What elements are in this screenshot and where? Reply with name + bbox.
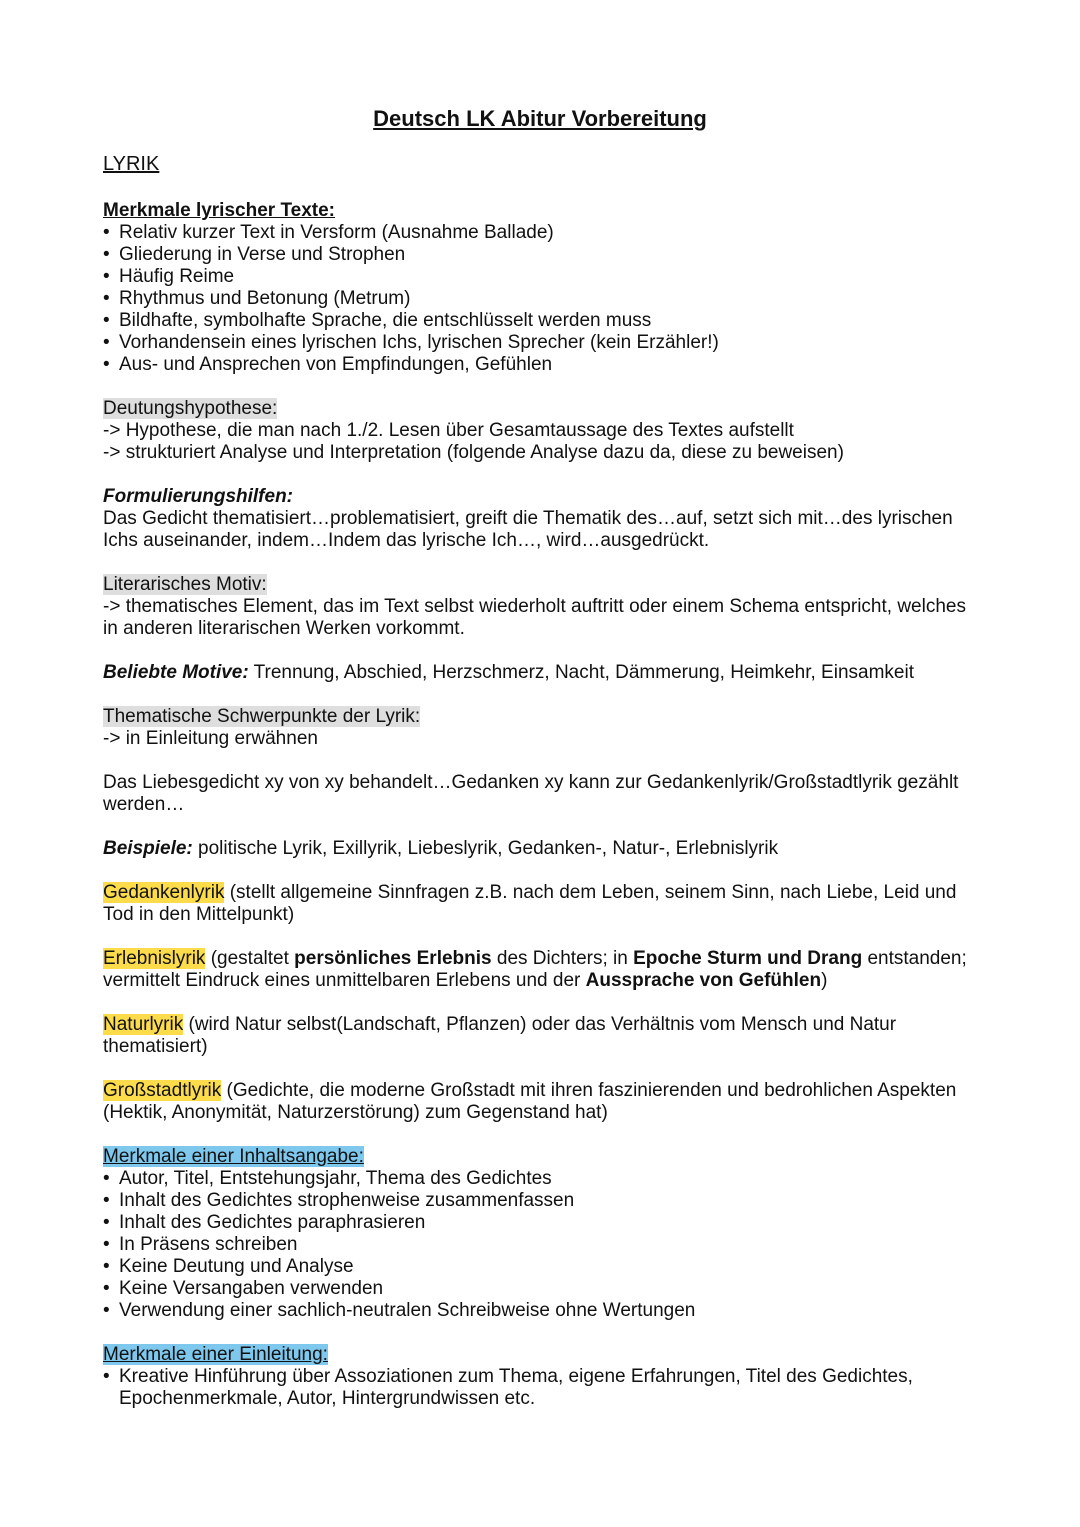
list-item: • Keine Versangaben verwenden [103,1278,983,1300]
formulierungshilfen [103,486,983,552]
list-item: • Verwendung einer sachlich-neutralen Schreibweise ohne Wertungen [103,1300,983,1322]
naturlyrik [103,1014,983,1058]
beispiele-text: politische Lyrik, Exillyrik, Liebeslyrik, Gedanken-, Natur-, Erlebnislyrik [192,838,779,859]
thematische-schwerpunkte [103,706,983,750]
inhaltsangabe-list [103,1168,983,1322]
merkmale-einleitung [103,1344,983,1410]
gedankenlyrik [103,882,983,926]
list-item: • Häufig Reime [103,266,983,288]
document-content [103,106,983,1432]
list-item: • Inhalt des Gedichtes paraphrasieren [103,1212,983,1234]
erlebnis-bold: Aussprache von Gefühlen [585,970,822,991]
liebesgedicht-text: Das Liebesgedicht xy von xy behandelt…Gedanken xy kann zur Gedankenlyrik/Großstadtlyrik gezählt werden… [103,772,959,815]
gedanken-text: (stellt allgemeine Sinnfragen z.B. nach dem Leben, seinem Sinn, nach Liebe, Leid und Tod in den Mittelpunkt) [103,882,957,925]
beliebte-text: Trennung, Abschied, Herzschmerz, Nacht, Dämmerung, Heimkehr, Einsamkeit [248,662,914,683]
formulierung-heading: Formulierungshilfen: [103,486,293,507]
natur-term: Naturlyrik [103,1014,184,1035]
list-item: • Relativ kurzer Text in Versform (Ausnahme Ballade) [103,222,983,244]
page-title: Deutsch LK Abitur Vorbereitung [373,106,707,131]
gedanken-term: Gedankenlyrik [103,882,225,903]
list-item: • Keine Deutung und Analyse [103,1256,983,1278]
erlebnis-text: (gestaltet [205,948,295,969]
motiv-heading: Literarisches Motiv: [103,574,267,595]
list-item: • Autor, Titel, Entstehungsjahr, Thema des Gedichtes [103,1168,983,1190]
section-label: LYRIK [103,153,160,175]
merkmale-heading: Merkmale lyrischer Texte: [103,200,335,221]
literarisches-motiv [103,574,983,640]
list-item: • In Präsens schreiben [103,1234,983,1256]
deutung-heading: Deutungshypothese: [103,398,278,419]
erlebnis-bold: Epoche Sturm und Drang [633,948,863,969]
einleitung-list [103,1366,983,1410]
liebesgedicht-example [103,772,983,816]
list-item: • Vorhandensein eines lyrischen Ichs, lyrischen Sprecher (kein Erzähler!) [103,332,983,354]
list-item: • Bildhafte, symbolhafte Sprache, die entschlüsselt werden muss [103,310,983,332]
erlebnis-text: des Dichters; in [491,948,634,969]
formulierung-text: Das Gedicht thematisiert…problematisiert, greift die Thematik des…auf, setzt sich mit…des lyrischen Ichs auseinander, indem…Indem das lyrische Ich…, wird…ausgedrückt. [103,508,953,551]
beispiele-label: Beispiele: [103,838,193,859]
merkmale-inhaltsangabe [103,1146,983,1322]
erlebnis-text: ) [821,970,828,991]
natur-text: (wird Natur selbst(Landschaft, Pflanzen) oder das Verhältnis vom Mensch und Natur thematisiert) [103,1014,897,1057]
grossstadt-term: Großstadtlyrik [103,1080,222,1101]
motiv-text: -> thematisches Element, das im Text selbst wiederholt auftritt oder einem Schema entspricht, welches in anderen literarischen Werken vorkommt. [103,596,966,639]
merkmale-list [103,222,983,376]
inhaltsangabe-heading: Merkmale einer Inhaltsangabe: [103,1146,364,1167]
grossstadt-text: (Gedichte, die moderne Großstadt mit ihren faszinierenden und bedrohlichen Aspekten (Hektik, Anonymität, Naturzerstörung) zum Gegenstand hat) [103,1080,957,1123]
erlebnis-term: Erlebnislyrik [103,948,206,969]
list-item: • Rhythmus und Betonung (Metrum) [103,288,983,310]
deutungshypothese [103,398,983,464]
beliebte-motive [103,662,983,684]
deutung-line: -> strukturiert Analyse und Interpretation (folgende Analyse dazu da, diese zu beweisen) [103,442,844,463]
erlebnislyrik [103,948,983,992]
list-item: • Aus- und Ansprechen von Empfindungen, Gefühlen [103,354,983,376]
beliebte-label: Beliebte Motive: [103,662,249,683]
list-item: • Inhalt des Gedichtes strophenweise zusammenfassen [103,1190,983,1212]
erlebnis-text: entstanden; vermittelt Eindruck eines unmittelbaren Erlebens und der [103,948,967,991]
einleitung-heading: Merkmale einer Einleitung: [103,1344,328,1365]
schwerpunkte-heading: Thematische Schwerpunkte der Lyrik: [103,706,421,727]
erlebnis-bold: persönliches Erlebnis [294,948,492,969]
deutung-line: -> Hypothese, die man nach 1./2. Lesen über Gesamtaussage des Textes aufstellt [103,420,794,441]
grossstadtlyrik [103,1080,983,1124]
list-item: • Kreative Hinführung über Assoziationen zum Thema, eigene Erfahrungen, Titel des Gedichtes, Epochenmerkmale, Autor, Hintergrundwissen etc. [103,1366,983,1410]
schwerpunkte-line: -> in Einleitung erwähnen [103,728,318,749]
merkmale-lyrischer-texte [103,200,983,376]
beispiele [103,838,983,860]
list-item: • Gliederung in Verse und Strophen [103,244,983,266]
